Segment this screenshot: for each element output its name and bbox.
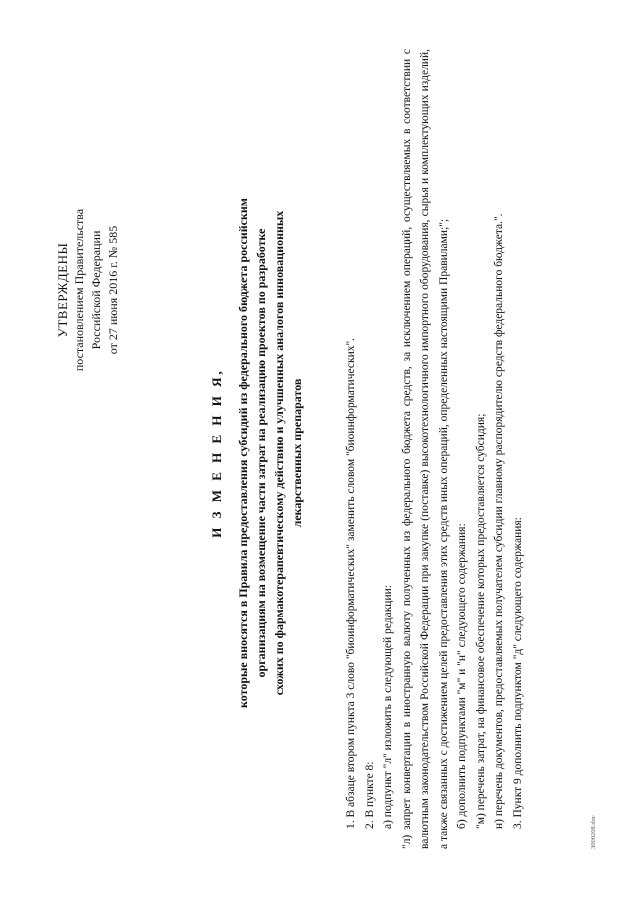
title-line-3: схожих по фармакотерапевтическому действию и улучшенных аналогов инновационных xyxy=(272,210,286,695)
paragraph-2: 2. В пункте 8: xyxy=(363,761,376,829)
approval-stamp xyxy=(54,185,122,395)
paragraph-8: 3. Пункт 9 дополнить подпунктом "д" следующего содержания: xyxy=(511,516,524,829)
document-title xyxy=(208,93,306,813)
document-page xyxy=(30,23,610,883)
title-main: И З М Е Н Е Н И Я, xyxy=(209,367,224,538)
paragraph-5: б) дополнить подпунктами "м" и "н" следующего содержания: xyxy=(456,522,468,829)
paragraph-6: "м) перечень затрат, на финансовое обеспечение которых предоставляется субсидия; xyxy=(474,413,487,829)
document-body xyxy=(342,49,527,849)
approval-line-3: от 27 июня 2016 г. № 585 xyxy=(106,225,120,354)
file-code: 3000208.doc xyxy=(590,814,597,849)
paragraph-4: "л) запрет конвертации в иностранную валюту полученных из федерального бюджета средств, за исключением операций, осуществляемых в соответствии с валютным законодательством Российской Федерации при закупке (поставке) высокотехнологичного импортного оборудования, сырья и комплектующих изделий, а также связанных с достижением целей предоставления этих средств иных операций, определенных настоящими Правилами;"; xyxy=(400,48,450,849)
paragraph-1: 1. В абзаце втором пункта 3 слово "биоинформатических" заменить словом "биоинформатических". xyxy=(345,337,357,829)
approval-line-1: постановлением Правительства xyxy=(72,208,86,371)
title-line-1: которые вносятся в Правила предоставления субсидий из федерального бюджета российским xyxy=(236,197,250,708)
paragraph-7: н) перечень документов, предоставляемых получателем субсидии главному распорядителю средств федерального бюджета.". xyxy=(493,212,505,829)
title-line-4: лекарственных препаратов xyxy=(290,378,304,527)
paragraph-3: а) подпункт "л" изложить в следующей редакции: xyxy=(382,584,394,829)
approval-line-2: Российской Федерации xyxy=(89,230,103,349)
approval-head: УТВЕРЖДЕНЫ xyxy=(55,242,70,337)
title-line-2: организациям на возмещение части затрат на реализацию проектов по разработке xyxy=(254,228,268,677)
